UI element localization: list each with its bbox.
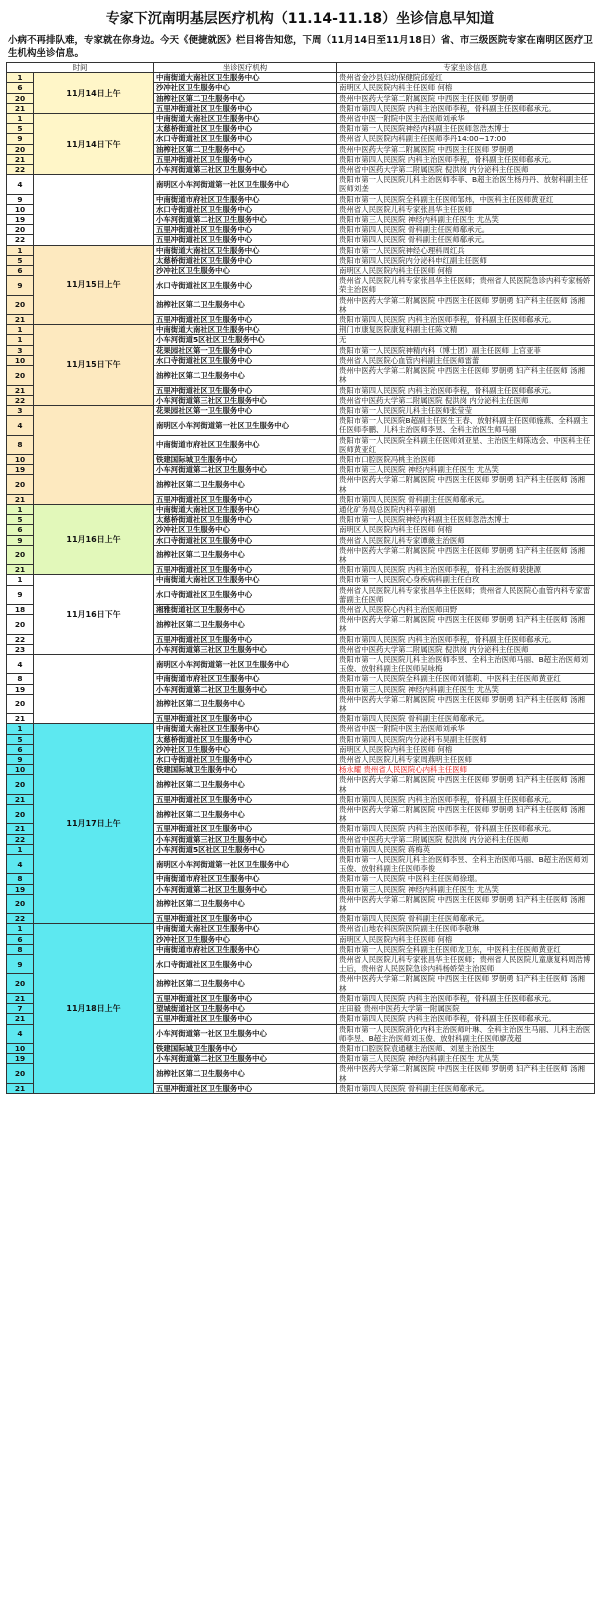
row-number: 10	[7, 765, 34, 775]
clinic-name: 五里冲街道社区卫生服务中心	[154, 225, 337, 235]
expert-info: 贵阳市第四人民医院 内科主治医师李程，骨科主治医师裴捷源	[337, 565, 595, 575]
expert-info: 贵阳市第一人民医院儿科主治医师李菲、B超主治医生杨丹丹、放射科副主任医师刘垄	[337, 175, 595, 194]
clinic-name: 水口寺街道社区卫生服务中心	[154, 585, 337, 604]
table-row	[7, 575, 595, 585]
table-row	[7, 405, 595, 415]
row-number: 9	[7, 955, 34, 974]
clinic-name: 南明区小车河街道第一社区卫生服务中心	[154, 855, 337, 874]
row-number: 20	[7, 93, 34, 103]
table-row	[7, 504, 595, 514]
row-number: 22	[7, 395, 34, 405]
expert-info: 贵阳市第一人民医院消化内科主治医师叶琳、全科主治医生马丽、儿科主治医师李昱、B超主治医师刘玉俊、放射科副主任医师廖茂超	[337, 1024, 595, 1043]
expert-info: 贵州中医药大学第二附属医院 中西医主任医师 罗朝勇 妇产科主任医师 汤湘林	[337, 775, 595, 794]
clinic-name: 五里冲街道社区卫生服务中心	[154, 914, 337, 924]
expert-info: 贵州省中医药大学第二附属医院 倪洪岗 内分泌科主任医师	[337, 834, 595, 844]
expert-info: 南明区人民医院内科主任医师 何榕	[337, 266, 595, 276]
row-number: 1	[7, 575, 34, 585]
page-title: 专家下沉南明基层医疗机构（11.14-11.18）坐诊信息早知道	[105, 11, 495, 27]
clinic-name: 油榨社区第二卫生服务中心	[154, 475, 337, 494]
row-number: 9	[7, 755, 34, 765]
table-row	[7, 114, 595, 124]
row-number: 8	[7, 944, 34, 954]
row-number: 21	[7, 494, 34, 504]
row-number: 1	[7, 724, 34, 734]
expert-info: 贵州省人民医院儿科专家周燕明主任医师	[337, 755, 595, 765]
expert-info: 贵州省中医药大学第二附属医院 倪洪岗 内分泌科主任医师	[337, 395, 595, 405]
period-label	[34, 654, 154, 723]
expert-info: 贵阳市第四人民医院 骨科副主任医师郗承元。	[337, 225, 595, 235]
row-number: 21	[7, 385, 34, 395]
row-number: 1	[7, 114, 34, 124]
row-number: 18	[7, 604, 34, 614]
row-number: 20	[7, 295, 34, 314]
header-org: 坐诊医疗机构	[154, 63, 337, 73]
clinic-name: 铁建国际城卫生服务中心	[154, 1043, 337, 1053]
expert-info: 贵阳市第四人民医院 内科主治医师李程，骨科副主任医师郗承元。	[337, 1014, 595, 1024]
expert-info: 贵州省人民医院儿科专家谭薇主治医师	[337, 535, 595, 545]
table-row	[7, 724, 595, 734]
row-number: 20	[7, 805, 34, 824]
table-row	[7, 245, 595, 255]
expert-info: 贵州中医药大学第二附属医院 中西医主任医师 罗朝勇 妇产科主任医师 汤湘林	[337, 974, 595, 993]
expert-info: 南明区人民医院内科主任医师 何榕	[337, 934, 595, 944]
table-header-row	[7, 63, 595, 73]
row-number: 8	[7, 674, 34, 684]
period-label: 11月15日上午	[34, 245, 154, 325]
expert-info: 贵阳市第一人民医院心身疾病科副主任白玫	[337, 575, 595, 585]
row-number: 4	[7, 855, 34, 874]
expert-info: 贵州省人民医院心血管内科副主任医师雷蕾	[337, 355, 595, 365]
clinic-name: 中南街道大南社区卫生服务中心	[154, 73, 337, 83]
clinic-name: 铁建国际城卫生服务中心	[154, 765, 337, 775]
clinic-name: 五里冲街道社区卫生服务中心	[154, 315, 337, 325]
expert-info: 贵州省中医一附院中医主治医师刘承华	[337, 724, 595, 734]
expert-info: 贵阳市第三人民医院 神经内科副主任医生 尤丛笑	[337, 215, 595, 225]
clinic-name: 五里冲街道社区卫生服务中心	[154, 1014, 337, 1024]
expert-info: 贵州省中医药大学第二附属医院 倪洪岗 内分泌科主任医师	[337, 165, 595, 175]
clinic-name: 水口寺街道社区卫生服务中心	[154, 755, 337, 765]
clinic-name: 中南街道大南社区卫生服务中心	[154, 504, 337, 514]
clinic-name: 五里冲街道社区卫生服务中心	[154, 154, 337, 164]
clinic-name: 油榨社区第二卫生服务中心	[154, 93, 337, 103]
expert-info: 贵阳市第一人民医院儿科主治医师李昱、全科主治医师马丽、B超主治医师刘玉俊、放射科副主任医师李俊	[337, 855, 595, 874]
expert-info: 贵阳市第一人民医院B超副主任医生王春、放射科副主任医师施燕、全科副主任医师李鹏、儿科主治医师李昱、全科主治医生师马丽	[337, 416, 595, 435]
clinic-name: 小车河街道5区社区卫生服务中心	[154, 844, 337, 854]
expert-info: 贵阳市第一人民医院神经内科副主任医师忽浩杰博士	[337, 515, 595, 525]
row-number: 19	[7, 465, 34, 475]
row-number: 20	[7, 894, 34, 913]
row-number: 4	[7, 1024, 34, 1043]
clinic-name: 沙冲社区卫生服务中心	[154, 744, 337, 754]
clinic-name: 小车河街道5区社区卫生服务中心	[154, 335, 337, 345]
expert-info: 贵州中医药大学第二附属医院 中西医主任医师 罗朝勇	[337, 144, 595, 154]
expert-info: 贵阳市第四人民医院 蒋梅英	[337, 844, 595, 854]
expert-info: 贵阳市口腔医院冯桃主治医师	[337, 454, 595, 464]
period-label: 11月16日下午	[34, 575, 154, 655]
schedule-table	[6, 62, 595, 1094]
clinic-name: 花果园社区第一卫生服务中心	[154, 345, 337, 355]
expert-info: 庄田毅 贵州中医药大学第一附属医院	[337, 1004, 595, 1014]
row-number: 21	[7, 993, 34, 1003]
period-label	[34, 405, 154, 504]
expert-info: 贵州省人民医院儿科专家张昌华主任医师	[337, 204, 595, 214]
expert-info: 贵阳市第四人民医院 内科主治医师李程，骨科副主任医师郗承元。	[337, 385, 595, 395]
clinic-name: 油榨社区第二卫生服务中心	[154, 694, 337, 713]
row-number: 9	[7, 535, 34, 545]
expert-info: 贵阳市第一人民医院全科副主任医师刘德莉、中医科主任医师黄亚红	[337, 674, 595, 684]
expert-info: 贵州省中医药大学第二附属医院 倪洪岗 内分泌科主任医师	[337, 644, 595, 654]
clinic-name: 油榨社区第二卫生服务中心	[154, 144, 337, 154]
row-number: 1	[7, 73, 34, 83]
clinic-name: 油榨社区第二卫生服务中心	[154, 615, 337, 634]
period-label: 11月14日上午	[34, 73, 154, 114]
row-number: 10	[7, 355, 34, 365]
expert-info: 贵州中医药大学第二附属医院 中西医主任医师 罗朝勇 妇产科主任医师 汤湘林	[337, 615, 595, 634]
row-number: 21	[7, 565, 34, 575]
row-number: 9	[7, 134, 34, 144]
expert-info: 贵阳市第四人民医院 骨科副主任医师郗承元。	[337, 494, 595, 504]
expert-info: 贵阳市第三人民医院 神经内科副主任医生 尤丛笑	[337, 1054, 595, 1064]
row-number: 21	[7, 794, 34, 804]
clinic-name: 小车河街道第二社区卫生服务中心	[154, 684, 337, 694]
expert-info: 贵州省人民医院儿科专家张昌华主任医师；贵州省人民医院急诊内科专家杨娇荣主治医师	[337, 276, 595, 295]
expert-info: 贵阳市第四人民医院 内科主治医师李程，骨科副主任医师郗承元。	[337, 993, 595, 1003]
clinic-name: 小车河街道第三社区卫生服务中心	[154, 395, 337, 405]
clinic-name: 小车河街道第二社区卫生服务中心	[154, 884, 337, 894]
row-number: 1	[7, 325, 34, 335]
expert-info: 贵州中医药大学第二附属医院 中西医主任医师 罗朝勇 妇产科主任医师 汤湘林	[337, 295, 595, 314]
clinic-name: 中南街道市府社区卫生服务中心	[154, 944, 337, 954]
clinic-name: 水口寺街道社区卫生服务中心	[154, 955, 337, 974]
expert-info: 贵阳市第四人民医院 骨科副主任医师郗承元。	[337, 714, 595, 724]
expert-info: 贵阳市第一人民医院全科副主任医师刘亚星、主治医生师陈选会、中医科主任医师黄亚红	[337, 435, 595, 454]
row-number: 1	[7, 335, 34, 345]
row-number: 20	[7, 225, 34, 235]
clinic-name: 油榨社区第二卫生服务中心	[154, 805, 337, 824]
clinic-name: 五里冲街道社区卫生服务中心	[154, 103, 337, 113]
clinic-name: 水口寺街道社区卫生服务中心	[154, 204, 337, 214]
expert-info: 无	[337, 335, 595, 345]
clinic-name: 水口寺街道社区卫生服务中心	[154, 134, 337, 144]
expert-info: 贵州省人民医院儿科专家张昌华主任医师；贵州省人民医院心血管内科专家雷蕾副主任医师	[337, 585, 595, 604]
period-label: 11月17日上午	[34, 724, 154, 924]
row-number: 20	[7, 1064, 34, 1083]
row-number: 22	[7, 165, 34, 175]
expert-info: 贵阳市第四人民医院 内科主治医师李程，骨科副主任医师郗承元。	[337, 315, 595, 325]
row-number: 3	[7, 405, 34, 415]
period-label: 11月14日下午	[34, 114, 154, 175]
row-number: 5	[7, 734, 34, 744]
row-number: 6	[7, 83, 34, 93]
expert-info: 贵阳市第一人民医院神精内科（博士团）副主任医师 上官亚菲	[337, 345, 595, 355]
table-row	[7, 924, 595, 934]
expert-info: 贵阳市第四人民医院 内科主治医师李程，骨科副主任医师郗承元。	[337, 103, 595, 113]
row-number: 20	[7, 974, 34, 993]
period-label: 11月16日上午	[34, 504, 154, 574]
row-number: 20	[7, 694, 34, 713]
table-row	[7, 325, 595, 335]
expert-info: 贵阳市第一人民医院 中医科主任医师徐璟。	[337, 874, 595, 884]
row-number: 20	[7, 545, 34, 564]
row-number: 4	[7, 416, 34, 435]
clinic-name: 太慈桥街道社区卫生服务中心	[154, 255, 337, 265]
row-number: 10	[7, 1043, 34, 1053]
table-row	[7, 73, 595, 83]
expert-info: 贵州省金沙县妇幼保健院邱爱红	[337, 73, 595, 83]
expert-info: 贵州中医药大学第二附属医院 中西医主任医师 罗朝勇 妇产科主任医师 汤湘林	[337, 805, 595, 824]
clinic-name: 油榨社区第二卫生服务中心	[154, 545, 337, 564]
clinic-name: 南明区小车河街道第一社区卫生服务中心	[154, 654, 337, 673]
expert-info: 贵州中医药大学第二附属医院 中西医主任医师 罗朝勇 妇产科主任医师 汤湘林	[337, 894, 595, 913]
expert-info: 贵阳市第四人民医院内分泌科韦昊副主任医师	[337, 734, 595, 744]
clinic-name: 望城街道社区卫生服务中心	[154, 1004, 337, 1014]
period-label	[34, 175, 154, 245]
expert-info: 贵州省山地农科医院医院副主任医师李敬琳	[337, 924, 595, 934]
row-number: 9	[7, 585, 34, 604]
clinic-name: 沙冲社区卫生服务中心	[154, 525, 337, 535]
header-expert: 专家坐诊信息	[337, 63, 595, 73]
row-number: 22	[7, 834, 34, 844]
clinic-name: 五里冲街道社区卫生服务中心	[154, 565, 337, 575]
expert-info: 贵州中医药大学第二附属医院 中西医主任医师 罗朝勇 妇产科主任医师 汤湘林	[337, 475, 595, 494]
clinic-name: 五里冲街道社区卫生服务中心	[154, 235, 337, 245]
expert-info: 贵阳市第四人民医院 骨科副主任医师郗承元。	[337, 914, 595, 924]
expert-info: 贵阳市第四人民医院 内科主治医师李程，骨科副主任医师郗承元。	[337, 824, 595, 834]
row-number: 21	[7, 1083, 34, 1093]
row-number: 6	[7, 744, 34, 754]
clinic-name: 五里冲街道社区卫生服务中心	[154, 993, 337, 1003]
row-number: 6	[7, 266, 34, 276]
row-number: 21	[7, 315, 34, 325]
row-number: 5	[7, 515, 34, 525]
row-number: 6	[7, 525, 34, 535]
expert-info: 荆门市康复医院康复科副主任陈文精	[337, 325, 595, 335]
expert-info: 贵州中医药大学第二附属医院 中西医主任医师 罗朝勇 妇产科主任医师 汤湘林	[337, 694, 595, 713]
expert-info: 贵阳市第一人民医院全科副主任医师邹炜，中医科主任医师黄亚红	[337, 194, 595, 204]
clinic-name: 油榨社区第二卫生服务中心	[154, 974, 337, 993]
expert-info: 南明区人民医院内科主任医师 何榕	[337, 525, 595, 535]
clinic-name: 小车河街道第二社区卫生服务中心	[154, 465, 337, 475]
row-number: 6	[7, 934, 34, 944]
expert-info: 通化矿务局总医院内科辛丽娟	[337, 504, 595, 514]
expert-info: 贵阳市第一人民医院全科副主任医师龙卫东，中医科主任医师黄亚红	[337, 944, 595, 954]
clinic-name: 中南街道大南社区卫生服务中心	[154, 575, 337, 585]
clinic-name: 小车河街道第三社区卫生服务中心	[154, 165, 337, 175]
clinic-name: 五里冲街道社区卫生服务中心	[154, 385, 337, 395]
row-number: 20	[7, 144, 34, 154]
row-number: 19	[7, 684, 34, 694]
row-number: 19	[7, 884, 34, 894]
clinic-name: 小车河街道第二社区卫生服务中心	[154, 1054, 337, 1064]
row-number: 3	[7, 345, 34, 355]
row-number: 7	[7, 1004, 34, 1014]
row-number: 20	[7, 775, 34, 794]
row-number: 22	[7, 914, 34, 924]
clinic-name: 五里冲街道社区卫生服务中心	[154, 494, 337, 504]
row-number: 19	[7, 1054, 34, 1064]
clinic-name: 太慈桥街道社区卫生服务中心	[154, 124, 337, 134]
expert-info: 贵阳市第一人民医院神经心理科周红兵	[337, 245, 595, 255]
expert-info: 贵州省中医一附院中医主治医师刘承华	[337, 114, 595, 124]
header-time: 时间	[7, 63, 154, 73]
period-label: 11月15日下午	[34, 325, 154, 406]
expert-info: 贵阳市第三人民医院 神经内科副主任医生 尤丛笑	[337, 884, 595, 894]
table-row	[7, 175, 595, 194]
clinic-name: 五里冲街道社区卫生服务中心	[154, 824, 337, 834]
row-number: 21	[7, 824, 34, 834]
row-number: 23	[7, 644, 34, 654]
clinic-name: 中南街道大南社区卫生服务中心	[154, 114, 337, 124]
clinic-name: 中南街道大南社区卫生服务中心	[154, 325, 337, 335]
clinic-name: 南明区小车河街道第一社区卫生服务中心	[154, 416, 337, 435]
expert-info: 南明区人民医院内科主任医师 何榕	[337, 744, 595, 754]
row-number: 1	[7, 924, 34, 934]
expert-info: 贵阳市第四人民医院 内科主治医师李程，骨科副主任医师郗承元。	[337, 154, 595, 164]
row-number: 1	[7, 245, 34, 255]
row-number: 19	[7, 215, 34, 225]
row-number: 21	[7, 154, 34, 164]
table-row	[7, 654, 595, 673]
clinic-name: 沙冲社区卫生服务中心	[154, 83, 337, 93]
clinic-name: 油榨社区第二卫生服务中心	[154, 775, 337, 794]
row-number: 8	[7, 874, 34, 884]
clinic-name: 太慈桥街道社区卫生服务中心	[154, 515, 337, 525]
row-number: 22	[7, 235, 34, 245]
period-label: 11月18日上午	[34, 924, 154, 1093]
clinic-name: 五里冲街道社区卫生服务中心	[154, 1083, 337, 1093]
expert-info: 杨永耀 贵州省人民医院心内科主任医师	[337, 765, 595, 775]
expert-info: 贵州中医药大学第二附属医院 中西医主任医师 罗朝勇	[337, 93, 595, 103]
expert-info: 南明区人民医院内科主任医师 何榕	[337, 83, 595, 93]
row-number: 21	[7, 714, 34, 724]
expert-info: 贵阳市口腔医院袁通穗主治医师、刘星主治医生	[337, 1043, 595, 1053]
row-number: 9	[7, 194, 34, 204]
clinic-name: 小车河街道第一社区卫生服务中心	[154, 1024, 337, 1043]
clinic-name: 水口寺街道社区卫生服务中心	[154, 355, 337, 365]
expert-info: 贵阳市第四人民医院内分泌科申红副主任医师	[337, 255, 595, 265]
row-number: 21	[7, 103, 34, 113]
expert-info: 贵阳市第四人民医院 内科主治医师李程，骨科副主任医师郗承元。	[337, 634, 595, 644]
clinic-name: 花果园社区第一卫生服务中心	[154, 405, 337, 415]
row-number: 22	[7, 634, 34, 644]
expert-info: 贵阳市第三人民医院 神经内科副主任医生 尤丛笑	[337, 684, 595, 694]
clinic-name: 油榨社区第二卫生服务中心	[154, 295, 337, 314]
schedule-body	[7, 73, 595, 1094]
expert-info: 贵州中医药大学第二附属医院 中西医主任医师 罗朝勇 妇产科主任医师 汤湘林	[337, 545, 595, 564]
row-number: 4	[7, 654, 34, 673]
row-number: 5	[7, 255, 34, 265]
row-number: 1	[7, 844, 34, 854]
clinic-name: 水口寺街道社区卫生服务中心	[154, 535, 337, 545]
expert-info: 贵州省人民医院儿科专家张昌华主任医师；贵州省人民医院儿童康复科周浩博士后，贵州省人民医院急诊内科杨娇荣主治医师	[337, 955, 595, 974]
row-number: 1	[7, 504, 34, 514]
row-number: 20	[7, 475, 34, 494]
expert-info: 贵阳市第四人民医院 内科主治医师李程，骨科副主任医师郗承元。	[337, 794, 595, 804]
clinic-name: 中南街道市府社区卫生服务中心	[154, 674, 337, 684]
expert-info: 贵阳市第三人民医院 神经内科副主任医生 尤丛笑	[337, 465, 595, 475]
expert-info: 贵阳市第一人民医院儿科主治医师李昱、全科主治医师马丽、B超主治医师刘玉俊、放射科副主任医师吴咏梅	[337, 654, 595, 673]
clinic-name: 五里冲街道社区卫生服务中心	[154, 634, 337, 644]
row-number: 21	[7, 1014, 34, 1024]
clinic-name: 沙冲社区卫生服务中心	[154, 934, 337, 944]
clinic-name: 油榨社区第二卫生服务中心	[154, 894, 337, 913]
clinic-name: 五里冲街道社区卫生服务中心	[154, 714, 337, 724]
expert-info: 贵州中医药大学第二附属医院 中西医主任医师 罗朝勇 妇产科主任医师 汤湘林	[337, 1064, 595, 1083]
clinic-name: 小车河街道第二社区卫生服务中心	[154, 215, 337, 225]
row-number: 20	[7, 615, 34, 634]
clinic-name: 中南街道大南社区卫生服务中心	[154, 245, 337, 255]
row-number: 20	[7, 366, 34, 385]
expert-info: 贵阳市第一人民医院儿科主任医师张莹莹	[337, 405, 595, 415]
clinic-name: 水口寺街道社区卫生服务中心	[154, 276, 337, 295]
row-number: 9	[7, 276, 34, 295]
clinic-name: 太慈桥街道社区卫生服务中心	[154, 734, 337, 744]
row-number: 10	[7, 454, 34, 464]
clinic-name: 中南街道市府社区卫生服务中心	[154, 874, 337, 884]
clinic-name: 中南街道大南社区卫生服务中心	[154, 724, 337, 734]
clinic-name: 湘雅街道社区卫生服务中心	[154, 604, 337, 614]
row-number: 4	[7, 175, 34, 194]
expert-info: 贵阳市第四人民医院 骨科副主任医师郗承元。	[337, 235, 595, 245]
expert-info: 贵州省人民医院内科副主任医师李丹14:00~17:00	[337, 134, 595, 144]
expert-info: 贵州省人民医院心内科主治医师田野	[337, 604, 595, 614]
clinic-name: 中南街道市府社区卫生服务中心	[154, 435, 337, 454]
clinic-name: 油榨社区第二卫生服务中心	[154, 1064, 337, 1083]
clinic-name: 沙冲社区卫生服务中心	[154, 266, 337, 276]
row-number: 5	[7, 124, 34, 134]
clinic-name: 中南街道市府社区卫生服务中心	[154, 194, 337, 204]
expert-info: 贵州中医药大学第二附属医院 中西医主任医师 罗朝勇 妇产科主任医师 汤湘林	[337, 366, 595, 385]
clinic-name: 小车河街道第三社区卫生服务中心	[154, 644, 337, 654]
clinic-name: 五里冲街道社区卫生服务中心	[154, 794, 337, 804]
clinic-name: 南明区小车河街道第一社区卫生服务中心	[154, 175, 337, 194]
row-number: 10	[7, 204, 34, 214]
clinic-name: 中南街道大南社区卫生服务中心	[154, 924, 337, 934]
clinic-name: 小车河街道第三社区卫生服务中心	[154, 834, 337, 844]
intro-text: 小病不再排队难，专家就在你身边。今天《便捷就医》栏目将告知您，下周（11月14日至11月18日）省、市三级医院专家在南明区医疗卫生机构坐诊信息。	[8, 35, 593, 59]
clinic-name: 铁建国际城卫生服务中心	[154, 454, 337, 464]
row-number: 8	[7, 435, 34, 454]
clinic-name: 油榨社区第二卫生服务中心	[154, 366, 337, 385]
expert-info: 贵阳市第一人民医院神经内科副主任医师忽浩杰博士	[337, 124, 595, 134]
expert-info: 贵阳市第四人民医院 骨科副主任医师郗承元。	[337, 1083, 595, 1093]
